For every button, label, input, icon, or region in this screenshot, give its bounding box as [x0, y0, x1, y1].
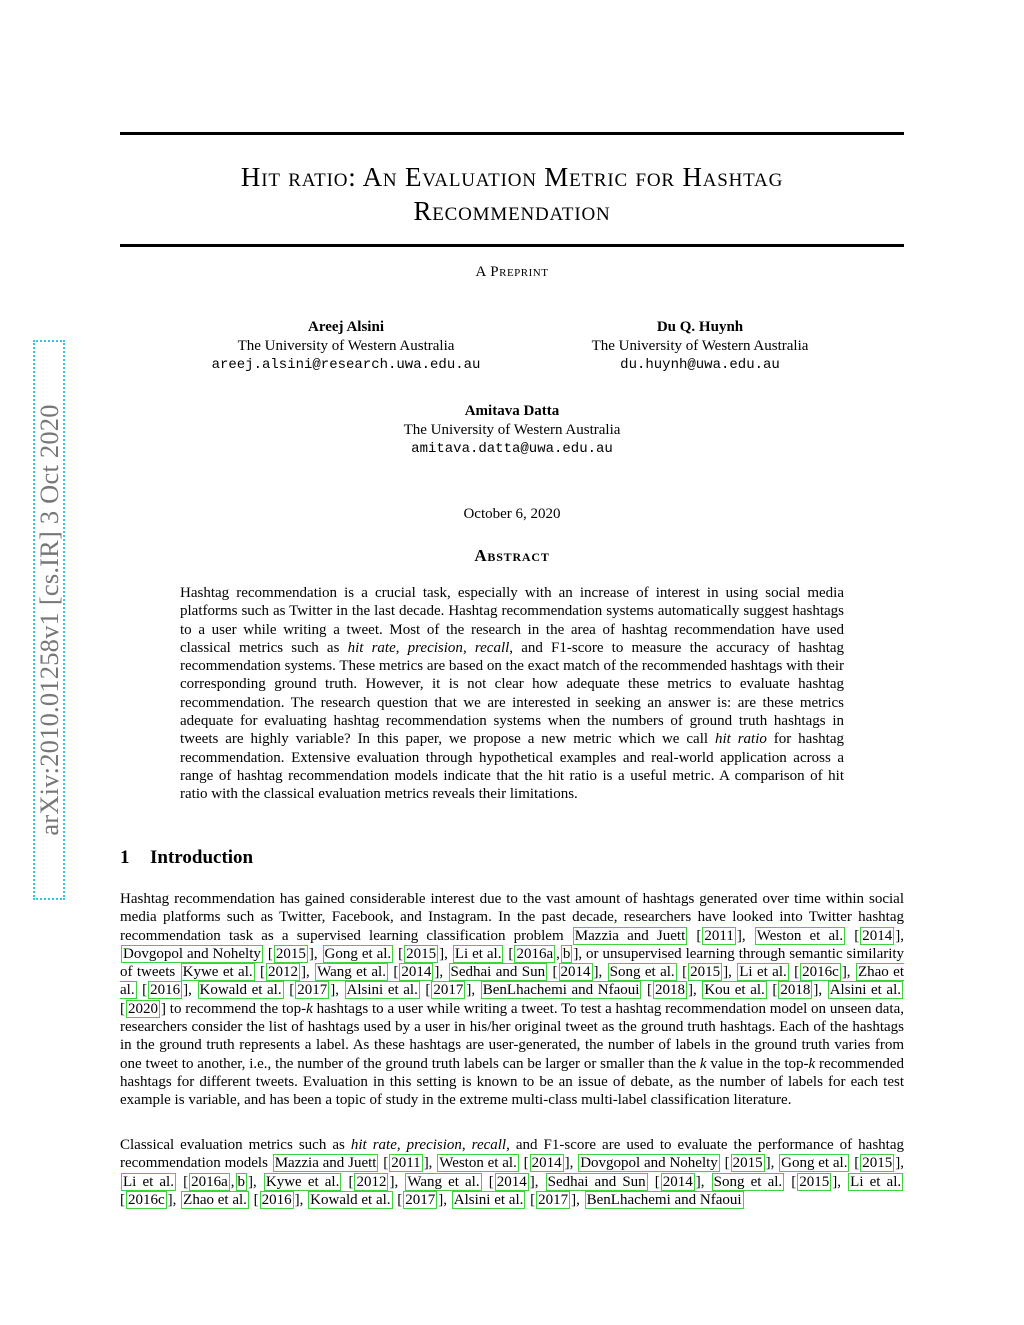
citation-year-link[interactable]: 2017 [538, 1191, 569, 1208]
citation-year-link[interactable]: 2015 [406, 945, 437, 962]
paper-title [120, 160, 904, 228]
citation-year-link[interactable]: 2012 [356, 1173, 387, 1190]
author-affiliation: The University of Western Australia [403, 422, 621, 438]
citation-year-link[interactable]: 2014 [560, 964, 591, 981]
abstract-heading: Abstract [474, 546, 550, 565]
citation-link[interactable]: Sedhai and Sun [450, 964, 546, 981]
citation-year-link[interactable]: 2016c [128, 1191, 165, 1208]
author-block-3 [362, 402, 662, 459]
citation-link[interactable]: Li et al. [123, 1173, 174, 1190]
citation-link[interactable]: Li et al. [739, 964, 787, 981]
title-top-rule [120, 132, 904, 135]
citation-link[interactable]: Wang et al. [407, 1173, 480, 1190]
citation-year-link[interactable]: 2015 [275, 945, 306, 962]
title-line-2: Recommendation [413, 196, 611, 226]
citation-year-link[interactable]: 2014 [662, 1173, 693, 1190]
author-affiliation: The University of Western Australia [591, 338, 809, 354]
citation-link[interactable]: Mazzia and Juett [274, 1155, 377, 1172]
citation-link[interactable]: Wang et al. [317, 964, 386, 981]
publication-date: October 6, 2020 [463, 506, 561, 522]
citation-year-link[interactable]: 2017 [405, 1191, 436, 1208]
citation-year-link[interactable]: 2017 [297, 982, 328, 999]
author-email[interactable]: du.huynh@uwa.edu.au [620, 357, 780, 373]
citation-link[interactable]: Weston et al. [439, 1155, 517, 1172]
citation-year-link[interactable]: 2014 [496, 1173, 527, 1190]
arxiv-identifier[interactable] [33, 340, 65, 900]
citation-year-link[interactable]: 2015 [799, 1173, 830, 1190]
citation-year-link[interactable]: 2015 [732, 1155, 763, 1172]
citation-year-link[interactable]: 2011 [391, 1155, 421, 1172]
citation-year-link[interactable]: 2014 [401, 964, 432, 981]
citation-link[interactable]: Alsini et al. [829, 982, 901, 999]
citation-link[interactable]: Li et al. [850, 1173, 902, 1190]
citation-link[interactable]: Dovgopol and Nohelty [580, 1155, 718, 1172]
author-block-1 [190, 318, 502, 375]
citation-year-link[interactable]: 2016a [191, 1173, 228, 1190]
citation-year-link[interactable]: 2016c [802, 964, 839, 981]
citation-year-link[interactable]: 2018 [780, 982, 811, 999]
citation-year-link[interactable]: b [237, 1173, 246, 1190]
citation-link[interactable]: Kowald et al. [199, 982, 282, 999]
section-heading: 1 Introduction [120, 847, 254, 868]
citation-link[interactable]: Li et al. [454, 945, 502, 962]
paragraph-1: Hashtag recommendation has gained considerable interest due to the vast amount of hashtags generated over time within social media platforms such as Twitter, Facebook, and Instagram. In the past decade, researchers have looked into Twitter hashtag recommendation task as a supervised learning classification problem Mazzia and Juett [ 2011 ], Weston et al. [ 2014 ], Dovgopol and Nohelty [ 2015 ], Gong et al. [ 2015 ], Li et al. [ 2016a , b ], or unsupervised learning through semantic similarity of tweets Kywe et al. [ 2012 ], Wang et al. [ 2014 ], Sedhai and Sun [ 2014 ], Song et al. [ 2015 ], Li et al. [ 2016c ], Zhao et al. [ 2016 ], Kowald et al. [ 2017 ], Alsini et al. [ 2017 ], BenLhachemi and Nfaoui [ 2018 ], Kou et al. [ 2018 ], Alsini et al. [ 2020 ] to recommend the top-k hashtags to a user while writing a tweet. To test a hashtag recommendation model on unseen data, researchers consider the list of hashtags used by a user in his/her original tweet as the ground truth hashtags. Each of the hashtags in the ground truth represents a label. As these hashtags are user-generated, the number of labels in the ground truth varies from one tweet to another, i.e., the number of the ground truth labels can be larger or smaller than the k value in the top-k recommended hashtags for different tweets. Evaluation in this setting is known to be an issue of debate, as the number of labels for each test example is variable, and has been a topic of study in the extreme multi-class multi-label classification literature. [120, 891, 905, 1109]
preprint-label: A Preprint [475, 264, 549, 280]
citation-link[interactable]: BenLhachemi and Nfaoui [482, 982, 640, 999]
citation-link[interactable]: Zhao et al. [120, 964, 904, 999]
citation-link[interactable]: Song et al. [713, 1173, 783, 1190]
citation-link[interactable]: Weston et al. [756, 927, 844, 944]
citation-year-link[interactable]: 2018 [655, 982, 685, 999]
arxiv-identifier-text: arXiv:2010.01258v1 [cs.IR] 3 Oct 2020 [33, 340, 65, 900]
author-name: Du Q. Huynh [656, 319, 744, 335]
author-name: Areej Alsini [308, 319, 384, 335]
citation-year-link[interactable]: 2011 [704, 927, 734, 944]
citation-link[interactable]: Kywe et al. [265, 1173, 340, 1190]
citation-year-link[interactable]: 2016a [516, 945, 554, 962]
paragraph-2: Classical evaluation metrics such as hit rate, precision, recall, and F1-score are used to evaluate the performance of hashtag recommendation models Mazzia and Juett [ 2011 ], Weston et al. [ 2014 ], Dovgopol and Nohelty [ 2015 ], Gong et al. [ 2015 ], Li et al. [ 2016a , b ], Kywe et al. [ 2012 ], Wang et al. [ 2014 ], Sedhai and Sun [ 2014 ], Song et al. [ 2015 ], Li et al. [ 2016c ], Zhao et al. [ 2016 ], Kowald et al. [ 2017 ], Alsini et al. [ 2017 ], BenLhachemi and Nfaoui [120, 1137, 904, 1208]
citation-link[interactable]: Kywe et al. [182, 964, 253, 981]
citation-year-link[interactable]: 2012 [268, 964, 299, 981]
citation-year-link[interactable]: 2016 [150, 982, 181, 999]
author-block-2 [550, 318, 850, 375]
citation-link[interactable]: BenLhachemi and Nfaoui [586, 1191, 742, 1208]
citation-link[interactable]: Kowald et al. [310, 1191, 391, 1208]
citation-year-link[interactable]: 2016 [261, 1191, 292, 1208]
title-bottom-rule [120, 244, 904, 247]
citation-year-link[interactable]: 2020 [128, 1000, 158, 1017]
abstract-text: Hashtag recommendation is a crucial task, especially with an increase of interest in using social media platforms such as Twitter in the last decade. Hashtag recommendation systems automatically suggest hashtags to a user while writing a tweet. Most of the research in the area of hashtag recommendation have used classical metrics such as hit rate, precision, recall, and F1-score to measure the accuracy of hashtag recommendation systems. These metrics are based on the exact match of the recommended hashtags with their corresponding ground truth. However, it is not clear how adequate these metrics to evaluate hashtag recommendation. The research question that we are interested in seeking an answer is: are these metrics adequate for evaluating hashtag recommendation systems when the numbers of ground truth hashtags in tweets are highly variable? In this paper, we propose a new metric which we call hit ratio for hashtag recommendation. Extensive evaluation through hypothetical examples and real-world application across a range of hashtag recommendation models indicate that the hit ratio is a useful metric. A comparison of hit ratio with the classical evaluation metrics reveals their limitations. [180, 585, 845, 803]
citation-link[interactable]: Zhao et al. [183, 1191, 247, 1208]
citation-year-link[interactable]: 2015 [862, 1155, 893, 1172]
author-affiliation: The University of Western Australia [237, 338, 455, 354]
citation-year-link[interactable]: b [562, 945, 571, 962]
citation-link[interactable]: Kou et al. [704, 982, 765, 999]
citation-link[interactable]: Alsini et al. [346, 982, 418, 999]
citation-year-link[interactable]: 2014 [862, 927, 893, 944]
citation-link[interactable]: Sedhai and Sun [547, 1173, 646, 1190]
citation-link[interactable]: Alsini et al. [453, 1191, 524, 1208]
citation-link[interactable]: Gong et al. [324, 945, 392, 962]
author-email[interactable]: amitava.datta@uwa.edu.au [411, 441, 613, 457]
citation-link[interactable]: Dovgopol and Nohelty [123, 945, 261, 962]
author-name: Amitava Datta [464, 403, 560, 419]
citation-link[interactable]: Gong et al. [781, 1155, 848, 1172]
citation-year-link[interactable]: 2014 [531, 1155, 562, 1172]
citation-year-link[interactable]: 2015 [690, 964, 721, 981]
citation-link[interactable]: Song et al. [609, 964, 675, 981]
author-email[interactable]: areej.alsini@research.uwa.edu.au [211, 357, 481, 373]
citation-link[interactable]: Mazzia and Juett [574, 927, 686, 944]
citation-year-link[interactable]: 2017 [433, 982, 464, 999]
title-line-1: Hit ratio: An Evaluation Metric for Hashtag [240, 162, 784, 192]
